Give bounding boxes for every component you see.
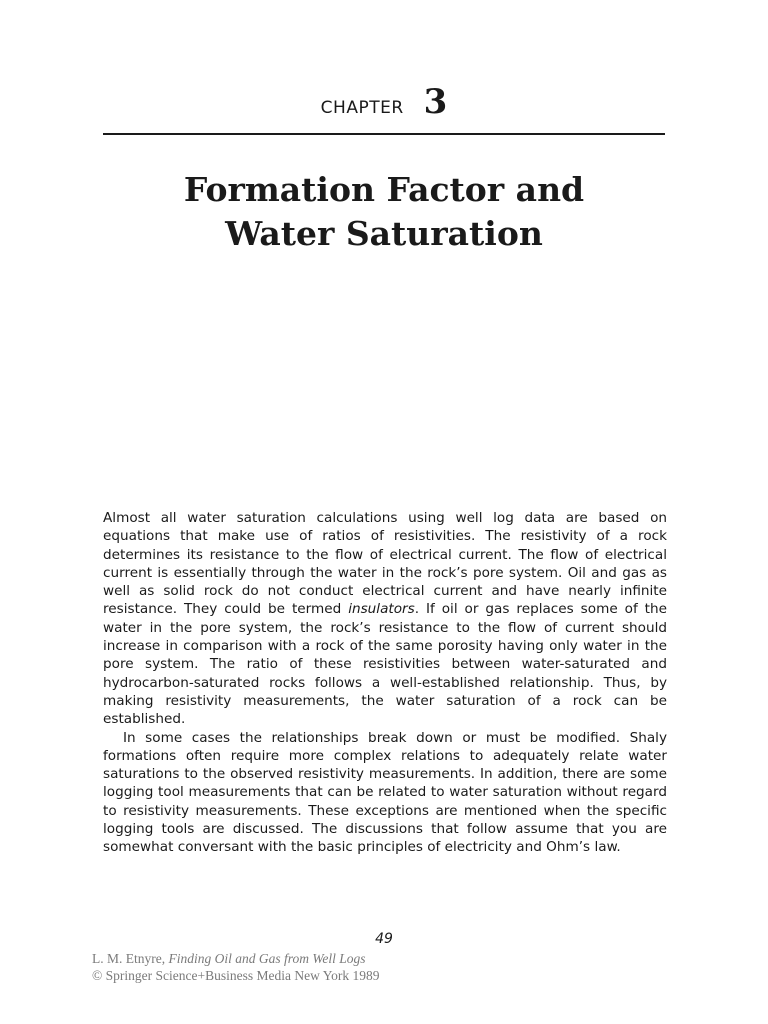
paragraph-1-text-start: Almost all water saturation calculations using well log data are based on equations that make use of ratios of resistivities. The resistivity of a rock determines its resistance to the flow of electrical current. The flow of electrical current is essentially through the water in the rock’s pore system. Oil and gas as well as solid rock do not conduct electrical current and have nearly infinite resistance. They could be termed xyxy=(103,510,667,618)
citation-line-1 xyxy=(92,950,379,967)
body-text xyxy=(103,509,667,857)
chapter-label: CHAPTER xyxy=(320,98,404,118)
citation-author: L. M. Etnyre, xyxy=(92,951,169,966)
citation-footer xyxy=(92,950,379,984)
paragraph-1 xyxy=(103,509,667,729)
chapter-heading xyxy=(0,82,768,122)
chapter-rule-divider xyxy=(103,133,665,135)
chapter-title-line-1: Formation Factor and xyxy=(183,170,585,209)
citation-copyright: © Springer Science+Business Media New York 1989 xyxy=(92,968,380,983)
chapter-number: 3 xyxy=(423,82,448,122)
chapter-title xyxy=(60,168,708,256)
citation-book-title: Finding Oil and Gas from Well Logs xyxy=(168,951,366,966)
chapter-title-line-2: Water Saturation xyxy=(225,214,543,253)
paragraph-1-text-end: . If oil or gas replaces some of the water in the pore system, the rock’s resistance to the flow of current should increase in comparison with a rock of the same porosity having only water in the pore system. The ratio of these resistivities between water-saturated and hydrocarbon-saturated rocks follows a well-established relationship. Thus, by making resistivity measurements, the water saturation of a rock can be established. xyxy=(103,601,667,728)
page-number: 49 xyxy=(375,931,393,947)
paragraph-2: In some cases the relationships break down or must be modified. Shaly formations often require more complex relations to adequately relate water saturations to the observed resistivity measurements. In addition, there are some logging tool measurements that can be related to water saturation without regard to resistivity measurements. These exceptions are mentioned when the specific logging tools are discussed. The discussions that follow assume that you are somewhat conversant with the basic principles of electricity and Ohm’s law. xyxy=(103,729,667,856)
paragraph-1-italic-term: insulators xyxy=(348,601,415,618)
